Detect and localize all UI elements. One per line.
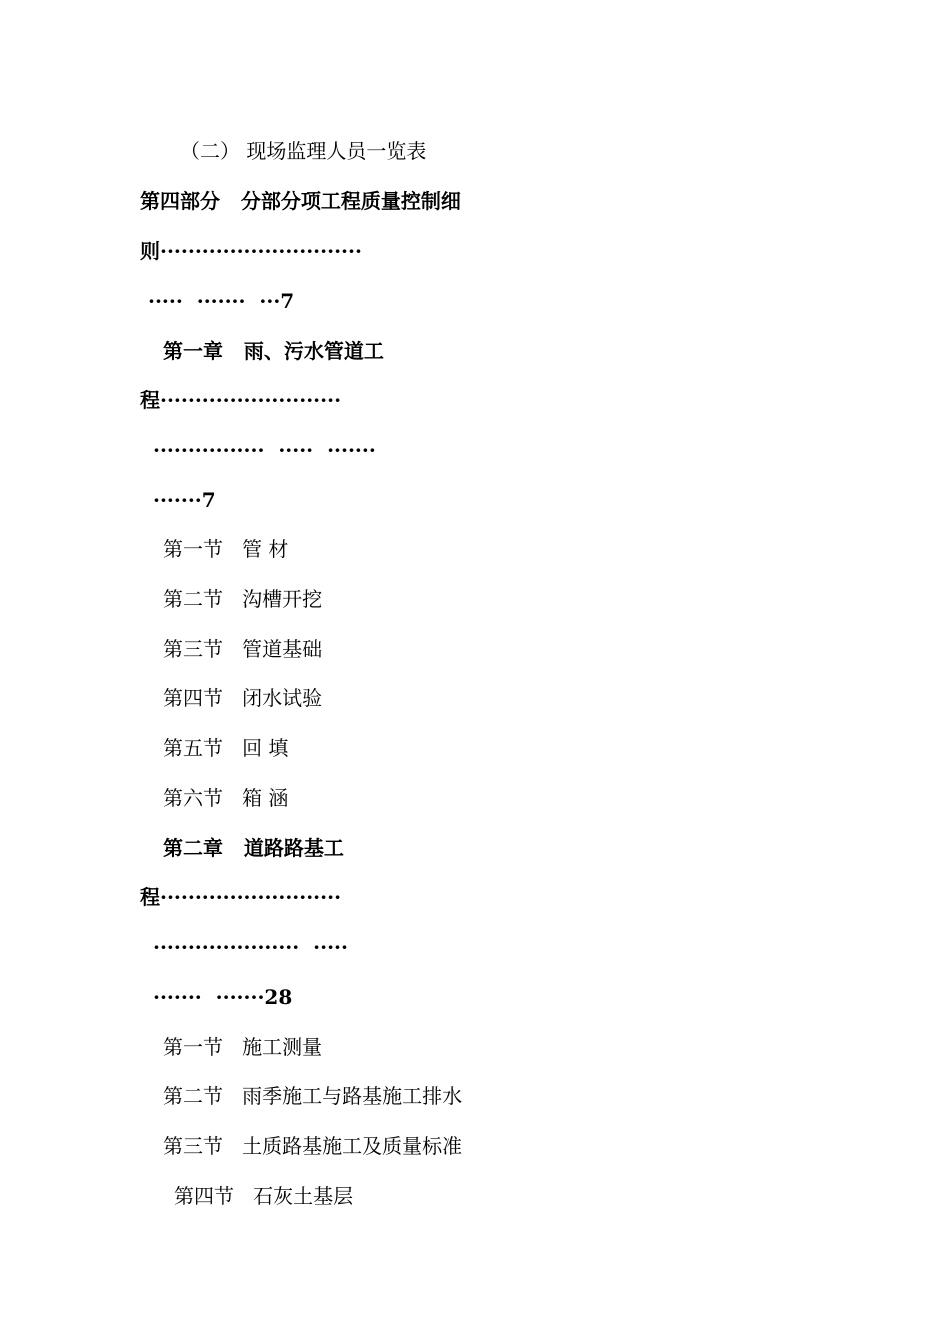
toc-ch2-section-2: 第二节 雨季施工与路基施工排水	[163, 1084, 463, 1108]
toc-chapter1-leader-1: ················ ····· ·······	[153, 438, 376, 462]
toc-ch1-section-5: 第五节 回 填	[163, 736, 289, 760]
toc-chapter2-leader-2: ······· ·······28	[153, 985, 293, 1009]
toc-chapter1-title: 第一章 雨、污水管道工	[163, 339, 384, 363]
toc-part4-title: 第四部分 分部分项工程质量控制细	[140, 189, 461, 213]
toc-ch2-section-3: 第三节 土质路基施工及质量标准	[163, 1134, 463, 1158]
toc-ch2-section-4: 第四节 石灰土基层	[174, 1184, 354, 1208]
toc-chapter2-leader-1: ····················· ·····	[153, 935, 348, 959]
toc-ch1-section-3: 第三节 管道基础	[163, 637, 323, 661]
toc-ch2-section-1: 第一节 施工测量	[163, 1035, 323, 1059]
toc-part4-leader: ····· ······· ···7	[148, 289, 295, 313]
toc-ch1-section-4: 第四节 闭水试验	[163, 686, 323, 710]
toc-entry-staff-list: （二） 现场监理人员一览表	[180, 139, 427, 163]
toc-chapter1-continuation: 程··························	[140, 388, 342, 412]
toc-ch1-section-2: 第二节 沟槽开挖	[163, 587, 323, 611]
toc-ch1-section-6: 第六节 箱 涵	[163, 786, 289, 810]
toc-part4-continuation: 则·····························	[140, 239, 362, 263]
toc-chapter2-title: 第二章 道路路基工	[163, 836, 344, 860]
toc-ch1-section-1: 第一节 管 材	[163, 537, 289, 561]
toc-chapter2-continuation: 程··························	[140, 885, 342, 909]
toc-chapter1-leader-2: ·······7	[153, 488, 216, 512]
